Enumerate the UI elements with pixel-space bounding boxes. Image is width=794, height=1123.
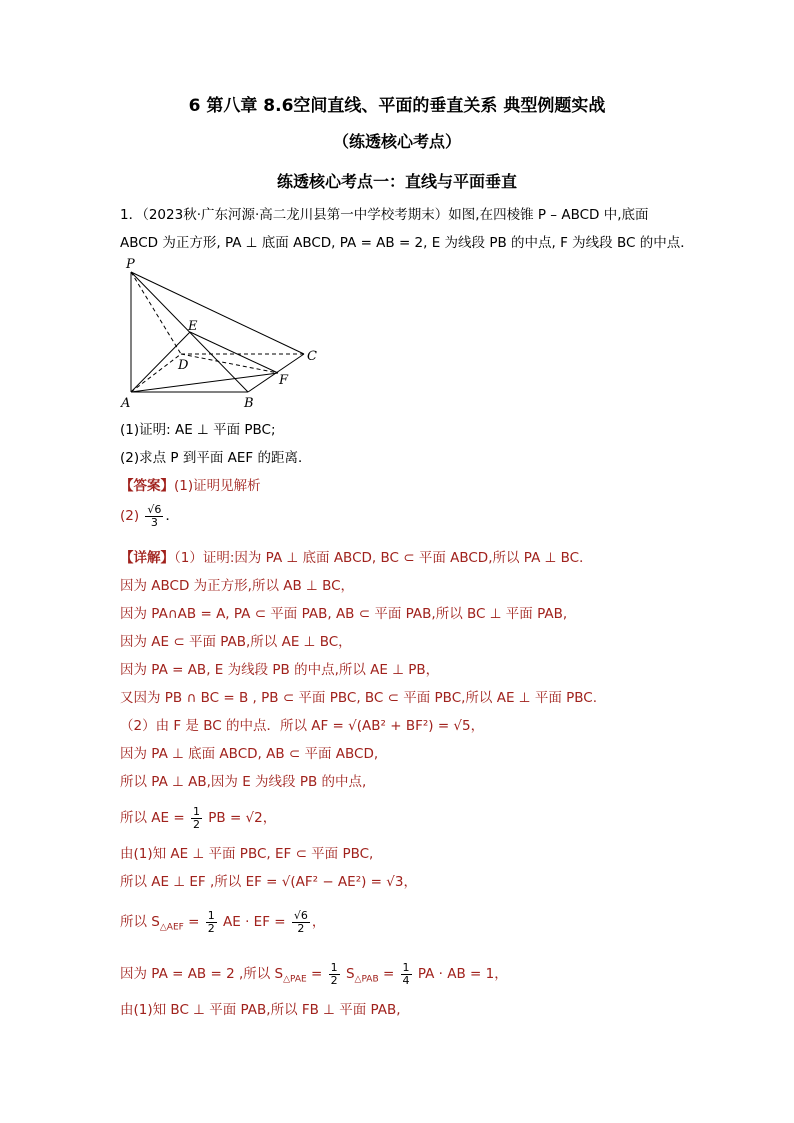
label-A: A [121, 396, 131, 411]
section-heading: 练透核心考点一：直线与平面垂直 [276, 172, 517, 191]
detail-line-11: 由(1)知 AE ⊥ 平面 PBC, EF ⊂ 平面 PBC, [120, 846, 374, 862]
answer-2-prefix: (2) [120, 508, 140, 525]
answer-2-suffix: ． [165, 508, 179, 525]
fraction-half: $\frac{1}{2}$ [192, 805, 200, 831]
problem-line-1: 1．（2023秋·广东河源·高二龙川县第一中学校考期末）如图,在四棱锥 P – ABCD 中,底面 [120, 207, 649, 223]
answer-line-2 [120, 504, 179, 528]
detail-line-3: 因为 PA∩AB = A, PA ⊂ 平面 PAB, AB ⊂ 平面 PAB,所以 BC ⊥ 平面 PAB, [120, 606, 568, 622]
problem-line-2: ABCD 为正方形, PA ⊥ 底面 ABCD, PA = AB = 2, E 为线段 PB 的中点, F 为线段 BC 的中点． [120, 235, 694, 251]
label-B: B [244, 396, 254, 411]
detail-line-14: 因为 PA = AB = 2 ,所以 $S_{\triangle PAE}$ = $\frac{1}{2}$ $S_{\triangle PAB}$ = $\frac{1}{4}$ PA · AB = 1， [120, 961, 508, 987]
detail-line-7: （2）由 F 是 BC 的中点．所以 AF = √(AB² + BF²) = √5， [120, 718, 485, 734]
detail-line-15: 由(1)知 BC ⊥ 平面 PAB,所以 FB ⊥ 平面 PAB, [120, 1002, 401, 1018]
question-1: (1)证明: AE ⊥ 平面 PBC; [120, 422, 276, 438]
detail-line-2: 因为 ABCD 为正方形,所以 AB ⊥ BC， [120, 578, 355, 594]
detail-line-13: 所以 $S_{\triangle AEF}$ = $\frac{1}{2}$ AE · EF = $\frac{√6}{2}$ ， [120, 909, 326, 935]
label-E: E [188, 319, 198, 334]
answer-line-1 [120, 478, 261, 494]
detail-line-4: 因为 AE ⊂ 平面 PAB,所以 AE ⊥ BC， [120, 634, 352, 650]
detail-line-1 [120, 550, 593, 566]
label-F: F [279, 373, 289, 388]
page-subtitle: （练透核心考点） [332, 132, 461, 151]
edge-AF [131, 373, 278, 392]
detail-l1: （1）证明:因为 PA ⊥ 底面 ABCD, BC ⊂ 平面 ABCD,所以 PA ⊥ BC． [174, 550, 593, 566]
label-C: C [307, 349, 317, 364]
label-D: D [178, 358, 189, 373]
detail-line-5: 因为 PA = AB, E 为线段 PB 的中点,所以 AE ⊥ PB， [120, 662, 440, 678]
pyramid-figure [118, 252, 328, 412]
detail-line-10: 所以 AE = $\frac{1}{2}$ PB = √2， [120, 805, 277, 831]
detail-line-9: 所以 PA ⊥ AB,因为 E 为线段 PB 的中点, [120, 774, 367, 790]
question-2: (2)求点 P 到平面 AEF 的距离． [120, 450, 312, 466]
detail-line-12: 所以 AE ⊥ EF ,所以 EF = √(AF² − AE²) = √3， [120, 874, 417, 890]
edge-PC [131, 272, 304, 354]
answer-2-fraction: $\frac{√6}{3}$ [147, 503, 162, 529]
detail-line-6: 又因为 PB ∩ BC = B , PB ⊂ 平面 PBC, BC ⊂ 平面 PBC,所以 AE ⊥ 平面 PBC. [120, 690, 597, 706]
detail-label: 【详解】 [120, 550, 174, 566]
page-title: 6 第八章 8.6空间直线、平面的垂直关系 典型例题实战 [188, 96, 606, 116]
answer-label: 【答案】 [120, 478, 174, 494]
edge-DF [181, 354, 278, 373]
answer-1: (1)证明见解析 [174, 478, 261, 494]
detail-line-8: 因为 PA ⊥ 底面 ABCD, AB ⊂ 平面 ABCD, [120, 746, 379, 762]
label-P: P [126, 257, 135, 272]
edge-EF [190, 332, 278, 373]
